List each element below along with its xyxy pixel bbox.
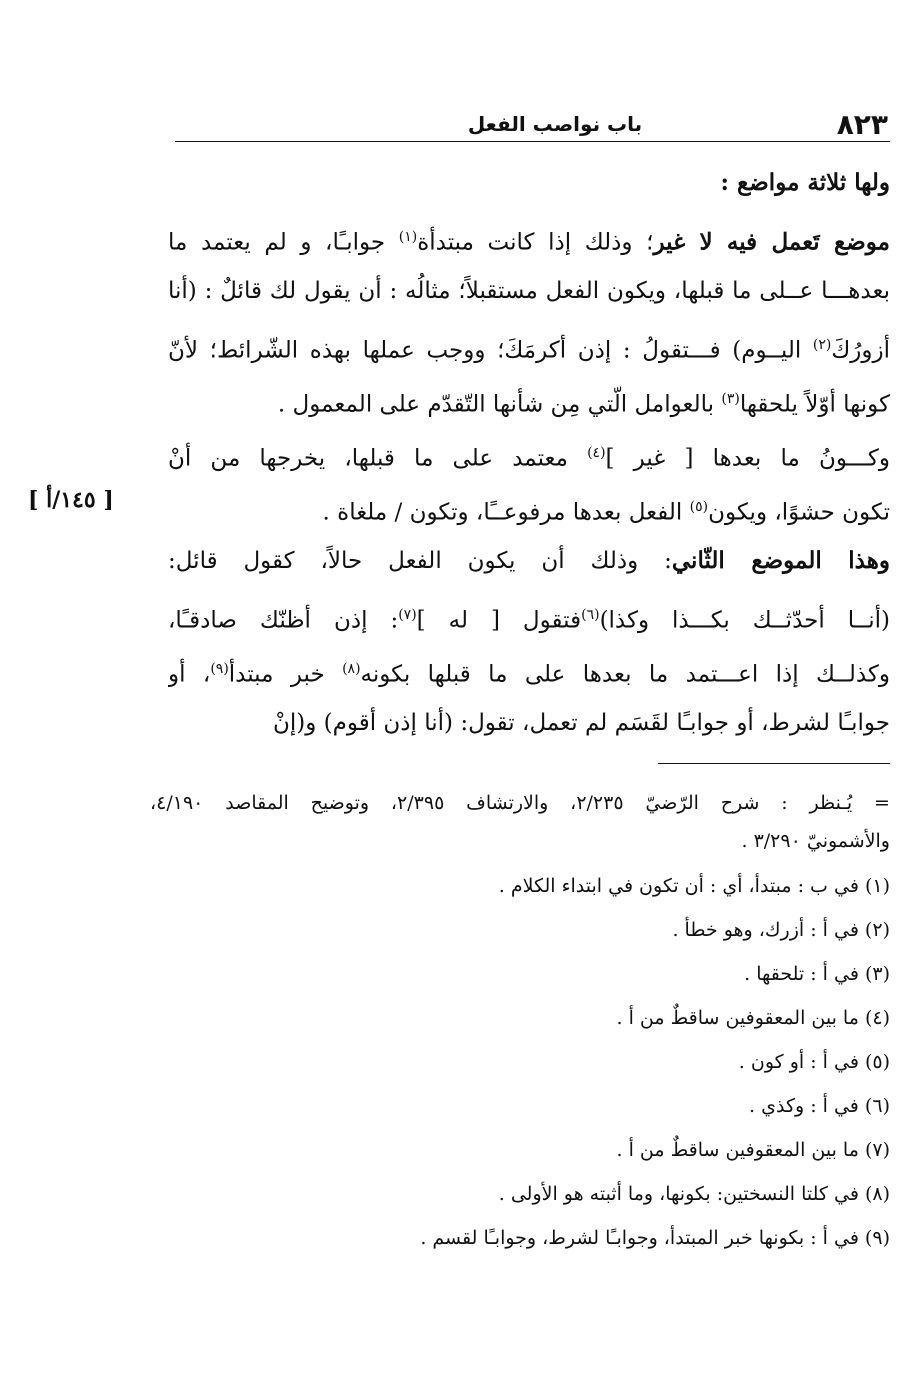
text-line xyxy=(168,534,890,588)
text-line xyxy=(168,210,890,264)
text-run: (أنــا أحدّثــك بكـــذا وكذا) xyxy=(599,607,890,634)
manuscript-folio-marker: [ ١٤٥/أ ] xyxy=(28,487,114,513)
text-run: وكذلــك إذا اعـــتمد ما بعدها على ما قبلها بكونه xyxy=(360,661,890,688)
bold-phrase: ولها ثلاثة مواضع : xyxy=(720,169,890,196)
text-run: أزورُكَ xyxy=(831,337,890,364)
text-line xyxy=(168,588,890,642)
footnote-ref: (٨) xyxy=(342,661,361,677)
main-text xyxy=(168,156,890,750)
text-run: ، أو xyxy=(168,661,211,688)
text-run: بعدهـــا عــلى ما قبلها، ويكون الفعل مستقبلاً؛ مثالُه : أن يقول لك قائلٌ : (أنا xyxy=(168,278,890,304)
footnote-ref: (٧) xyxy=(398,607,417,623)
text-run: : وذلك أن يكون الفعل حالاً، كقول قائل: xyxy=(168,548,672,574)
footnotes xyxy=(150,784,890,1260)
text-run: فتقول [ له ] xyxy=(416,607,582,634)
footnote-separator xyxy=(658,763,890,764)
footnote-ref: (٢) xyxy=(812,337,832,353)
text-line xyxy=(168,264,890,318)
text-line xyxy=(168,696,890,750)
text-line xyxy=(168,318,890,372)
text-line xyxy=(168,480,890,534)
footnote-ref: (٥) xyxy=(689,499,709,515)
text-line xyxy=(168,156,890,210)
footnote-item: (٤) ما بين المعقوفين ساقطٌ من أ . xyxy=(616,1007,890,1029)
footnote-continuation: والأشمونيّ ٣/٢٩٠ . xyxy=(741,830,890,852)
text-line xyxy=(168,642,890,696)
text-run: كونها أوّلاً يلحقها xyxy=(739,391,890,418)
footnote-item: (٢) في أ : أزرك، وهو خطأ . xyxy=(672,919,890,941)
page-number: ٨٢٣ xyxy=(836,108,888,141)
footnote-ref: (٣) xyxy=(721,391,740,407)
text-run: اليــوم) فـــتقولُ : إذن أكرمَكَ؛ ووجب عملها بهذه الشّرائط؛ لأنّ xyxy=(168,337,813,364)
bold-phrase: موضع تَعمل فيه لا غير xyxy=(653,228,890,256)
header-rule xyxy=(175,141,890,142)
text-run: جوابـًا، و لم يعتمد ما xyxy=(168,229,399,256)
text-line xyxy=(168,372,890,426)
text-run: : إذن أظنّك صادقـًا، xyxy=(168,607,399,634)
footnote-ref: (٤) xyxy=(587,445,606,461)
running-title: باب نواصب الفعل xyxy=(467,112,643,136)
footnote-item: (١) في ب : مبتدأ، أي : أن تكون في ابتداء الكلام . xyxy=(498,875,890,897)
text-line xyxy=(168,426,890,480)
text-run: معتمد على ما قبلها، يخرجها من أنْ xyxy=(168,445,588,472)
footnote-item: (٧) ما بين المعقوفين ساقطٌ من أ . xyxy=(616,1139,890,1161)
footnote-item: (٩) في أ : بكونها خبر المبتدأ، وجوابـًا لشرط، وجوابـًا لقسم . xyxy=(420,1227,890,1249)
footnote-item: (٥) في أ : أو كون . xyxy=(738,1051,890,1073)
footnote-item: (٨) في كلتا النسختين: بكونها، وما أثبته هو الأولى . xyxy=(498,1183,890,1205)
text-run: ؛ وذلك إذا كانت مبتدأة xyxy=(417,229,654,256)
text-run: الفعل بعدها مرفوعــًا، وتكون / ملغاة . xyxy=(322,499,690,526)
text-run: خبر مبتدأ xyxy=(228,661,343,688)
footnote-item: (٦) في أ : وكذي . xyxy=(749,1095,890,1117)
bold-phrase: وهذا الموضع الثّاني xyxy=(671,547,890,574)
text-run: بالعوامل الّتي مِن شأنها التّقدّم على المعمول . xyxy=(277,391,722,418)
page-header xyxy=(175,108,890,140)
text-run: جوابـًا لشرط، أو جوابـًا لقَسَم لم تعمل، تقول: (أنا إذن أقوم) و(إنْ xyxy=(272,710,890,736)
text-run: تكون حشوًا، ويكون xyxy=(708,499,890,526)
footnote-continuation: = يُـنظر : شرح الرّضيّ ٢/٢٣٥، والارتشاف ٢/٣٩٥، وتوضيح المقاصد ٤/١٩٠، xyxy=(150,792,890,814)
text-run: وكـــونُ ما بعدها [ غير ] xyxy=(605,445,890,472)
footnote-item: (٣) في أ : تلحقها . xyxy=(744,963,890,985)
footnote-ref: (١) xyxy=(398,229,418,245)
footnote-ref: (٩) xyxy=(210,661,229,677)
footnote-ref: (٦) xyxy=(581,607,600,623)
